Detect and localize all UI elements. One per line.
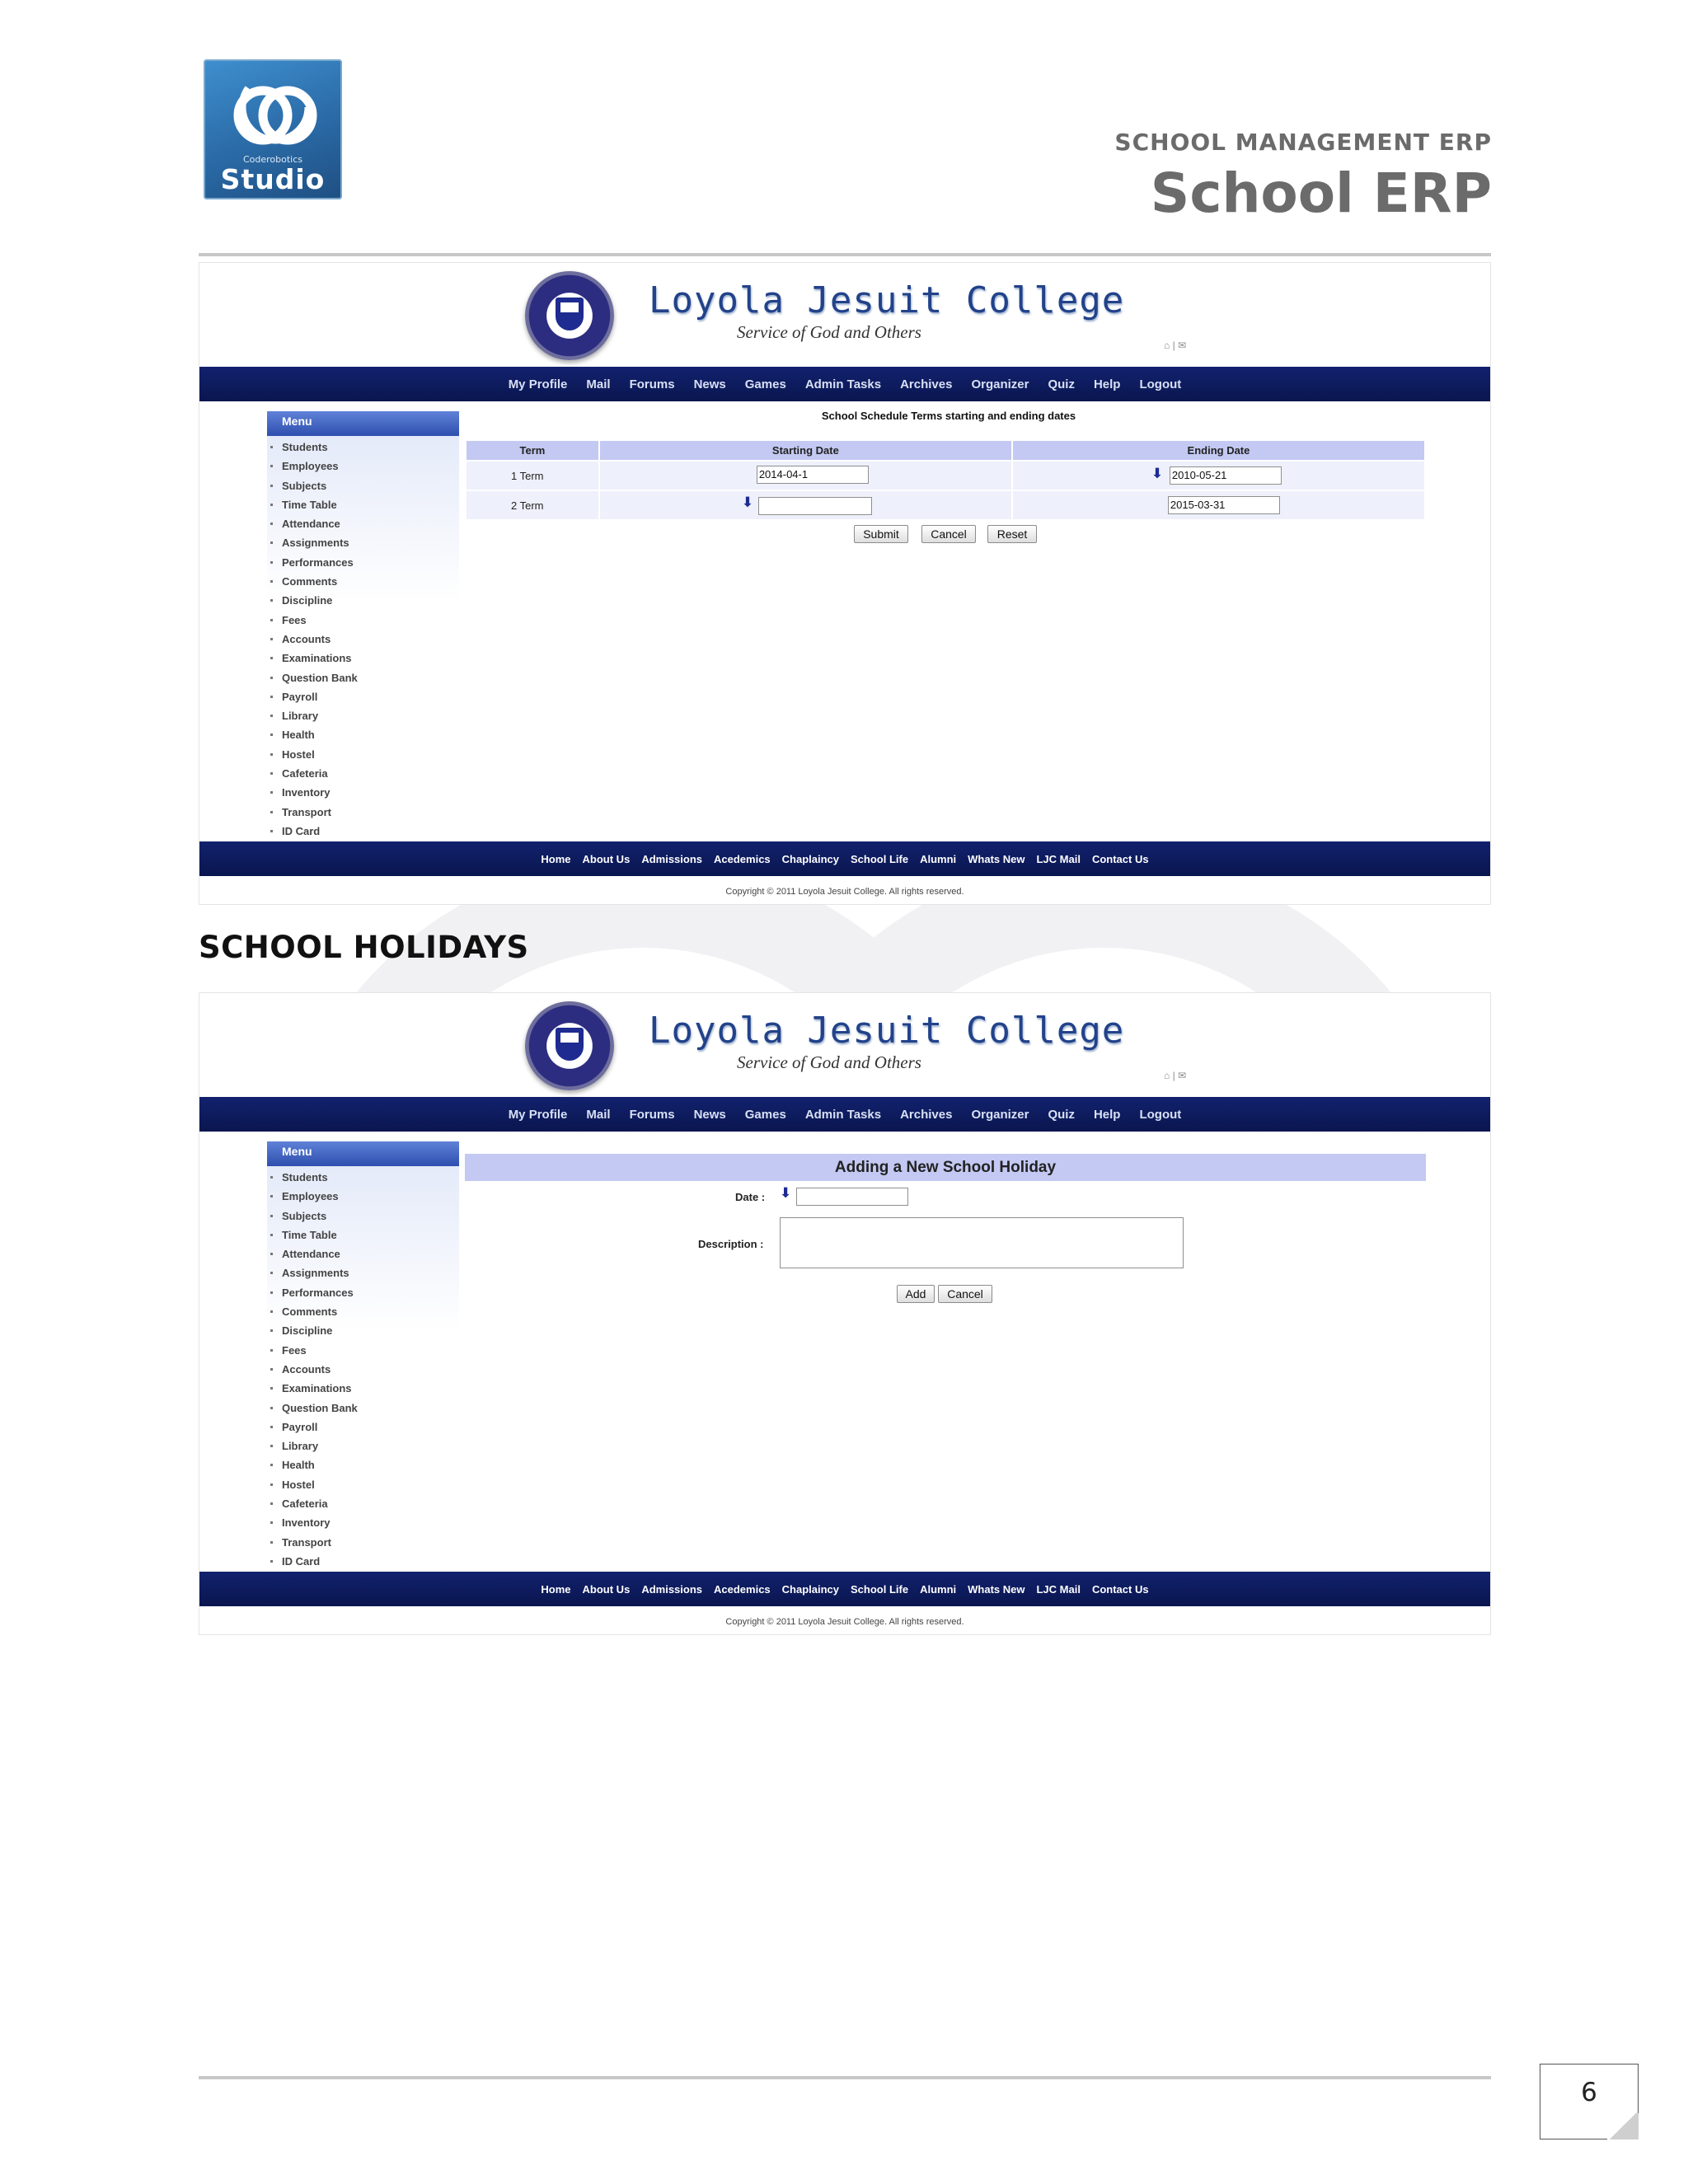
footer-chaplaincy[interactable]: Chaplaincy xyxy=(781,1582,840,1596)
footer-acedemics[interactable]: Acedemics xyxy=(714,852,771,865)
nav-archives[interactable]: Archives xyxy=(900,1107,953,1122)
menu-item-id-card[interactable]: ID Card xyxy=(267,1552,459,1571)
menu-item-assignments[interactable]: Assignments xyxy=(267,533,459,552)
college-crest-icon xyxy=(525,271,614,360)
footer-acedemics[interactable]: Acedemics xyxy=(714,1582,771,1596)
menu-item-subjects[interactable]: Subjects xyxy=(267,1207,459,1226)
menu-item-inventory[interactable]: Inventory xyxy=(267,1513,459,1532)
footer-alumni[interactable]: Alumni xyxy=(920,852,957,865)
menu-item-students[interactable]: Students xyxy=(267,438,459,457)
nav-admin-tasks[interactable]: Admin Tasks xyxy=(804,377,882,391)
nav-news[interactable]: News xyxy=(693,1107,726,1122)
menu-item-question-bank[interactable]: Question Bank xyxy=(267,1399,459,1418)
nav-quiz[interactable]: Quiz xyxy=(1048,377,1075,391)
nav-logout[interactable]: Logout xyxy=(1139,1107,1182,1122)
description-textarea[interactable] xyxy=(780,1217,1184,1268)
menu-item-employees[interactable]: Employees xyxy=(267,457,459,476)
menu-item-attendance[interactable]: Attendance xyxy=(267,514,459,533)
menu-item-library[interactable]: Library xyxy=(267,706,459,725)
footer-home[interactable]: Home xyxy=(541,1582,571,1596)
footer-chaplaincy[interactable]: Chaplaincy xyxy=(781,852,840,865)
footer-about-us[interactable]: About Us xyxy=(582,1582,631,1596)
menu-item-employees[interactable]: Employees xyxy=(267,1187,459,1206)
calendar-icon[interactable]: ⬇ xyxy=(780,1185,792,1201)
cancel-button[interactable]: Cancel xyxy=(921,525,976,543)
start-date-cell xyxy=(600,462,1011,490)
document-title: School ERP xyxy=(1150,162,1492,225)
college-name: Loyola Jesuit College xyxy=(649,279,1125,321)
nav-forums[interactable]: Forums xyxy=(629,1107,675,1122)
section-title: SCHOOL HOLIDAYS xyxy=(199,930,529,965)
description-label: Description : xyxy=(698,1238,764,1250)
top-nav xyxy=(199,367,1490,401)
studio-logo xyxy=(204,59,342,199)
footer-nav xyxy=(199,841,1490,876)
menu-item-library[interactable]: Library xyxy=(267,1436,459,1455)
nav-games[interactable]: Games xyxy=(744,1107,786,1122)
nav-quiz[interactable]: Quiz xyxy=(1048,1107,1075,1122)
menu-item-attendance[interactable]: Attendance xyxy=(267,1244,459,1263)
page-curl-icon xyxy=(1607,2113,1639,2139)
logo-caption: Coderobotics xyxy=(242,154,303,165)
page-number-box xyxy=(1540,2064,1639,2139)
footer-contact-us[interactable]: Contact Us xyxy=(1091,852,1149,865)
menu-header: Menu xyxy=(267,411,459,436)
nav-forums[interactable]: Forums xyxy=(629,377,675,391)
nav-mail[interactable]: Mail xyxy=(586,377,611,391)
start-date-input[interactable] xyxy=(758,497,872,515)
footer-whats-new[interactable]: Whats New xyxy=(968,1582,1025,1596)
menu-item-time-table[interactable]: Time Table xyxy=(267,1226,459,1244)
footer-school-life[interactable]: School Life xyxy=(851,852,909,865)
calendar-icon[interactable]: ⬇ xyxy=(1151,466,1164,481)
menu-item-performances[interactable]: Performances xyxy=(267,553,459,572)
footer-contact-us[interactable]: Contact Us xyxy=(1091,1582,1149,1596)
menu-clip xyxy=(199,1168,480,1568)
menu-item-accounts[interactable]: Accounts xyxy=(267,630,459,649)
nav-organizer[interactable]: Organizer xyxy=(971,1107,1029,1122)
nav-my-profile[interactable]: My Profile xyxy=(508,377,568,391)
calendar-icon[interactable]: ⬇ xyxy=(741,494,754,510)
column-starting-date: Starting Date xyxy=(600,441,1011,460)
footer-about-us[interactable]: About Us xyxy=(582,852,631,865)
footer-admissions[interactable]: Admissions xyxy=(641,1582,702,1596)
footer-rule xyxy=(199,2076,1491,2079)
top-nav xyxy=(199,1097,1490,1132)
menu-item-payroll[interactable]: Payroll xyxy=(267,687,459,706)
nav-mail[interactable]: Mail xyxy=(586,1107,611,1122)
menu-item-examinations[interactable]: Examinations xyxy=(267,1379,459,1398)
start-date-cell xyxy=(600,491,1011,519)
menu-item-comments[interactable]: Comments xyxy=(267,1302,459,1321)
footer-whats-new[interactable]: Whats New xyxy=(968,852,1025,865)
menu-item-cafeteria[interactable]: Cafeteria xyxy=(267,764,459,783)
menu-clip xyxy=(199,438,480,837)
menu-item-transport[interactable]: Transport xyxy=(267,803,459,822)
menu-item-discipline[interactable]: Discipline xyxy=(267,1321,459,1340)
nav-games[interactable]: Games xyxy=(744,377,786,391)
menu-item-id-card[interactable]: ID Card xyxy=(267,822,459,841)
menu-item-health[interactable]: Health xyxy=(267,725,459,744)
footer-ljc-mail[interactable]: LJC Mail xyxy=(1036,852,1081,865)
menu-item-time-table[interactable]: Time Table xyxy=(267,495,459,514)
column-term: Term xyxy=(467,441,598,460)
date-input[interactable] xyxy=(796,1188,908,1206)
table-row xyxy=(467,491,1424,519)
footer-school-life[interactable]: School Life xyxy=(851,1582,909,1596)
menu-item-fees[interactable]: Fees xyxy=(267,1341,459,1360)
menu-item-cafeteria[interactable]: Cafeteria xyxy=(267,1494,459,1513)
college-name: Loyola Jesuit College xyxy=(649,1010,1125,1052)
term-cell: 2 Term xyxy=(467,491,598,519)
college-header xyxy=(199,263,1490,365)
nav-news[interactable]: News xyxy=(693,377,726,391)
menu-item-transport[interactable]: Transport xyxy=(267,1533,459,1552)
menu-item-hostel[interactable]: Hostel xyxy=(267,1475,459,1494)
menu-item-inventory[interactable]: Inventory xyxy=(267,783,459,802)
schedule-caption: School Schedule Terms starting and ending dates xyxy=(821,410,1076,422)
logo-name: Studio xyxy=(220,163,326,195)
menu-item-students[interactable]: Students xyxy=(267,1168,459,1187)
submit-button[interactable]: Submit xyxy=(854,525,908,543)
footer-ljc-mail[interactable]: LJC Mail xyxy=(1036,1582,1081,1596)
footer-admissions[interactable]: Admissions xyxy=(641,852,702,865)
footer-alumni[interactable]: Alumni xyxy=(920,1582,957,1596)
menu-item-health[interactable]: Health xyxy=(267,1455,459,1474)
header-rule xyxy=(199,253,1491,256)
copyright: Copyright © 2011 Loyola Jesuit College. All rights reserved. xyxy=(725,1617,964,1627)
nav-archives[interactable]: Archives xyxy=(900,377,953,391)
nav-logout[interactable]: Logout xyxy=(1139,377,1182,391)
nav-help[interactable]: Help xyxy=(1093,1107,1121,1122)
date-label: Date : xyxy=(735,1191,766,1203)
menu-item-payroll[interactable]: Payroll xyxy=(267,1418,459,1436)
schedule-terms-screenshot xyxy=(199,262,1491,905)
copyright: Copyright © 2011 Loyola Jesuit College. All rights reserved. xyxy=(725,887,964,897)
sidebar-menu xyxy=(267,1168,459,1571)
home-mail-icons[interactable]: ⌂ | ✉ xyxy=(1164,1070,1187,1081)
menu-header: Menu xyxy=(267,1141,459,1166)
menu-item-performances[interactable]: Performances xyxy=(267,1283,459,1302)
home-mail-icons[interactable]: ⌂ | ✉ xyxy=(1164,340,1187,351)
college-motto: Service of God and Others xyxy=(737,1052,921,1072)
menu-item-discipline[interactable]: Discipline xyxy=(267,591,459,610)
end-date-cell xyxy=(1013,462,1424,490)
page-number: 6 xyxy=(1581,2078,1597,2107)
reset-button[interactable]: Reset xyxy=(987,525,1037,543)
cancel-button[interactable]: Cancel xyxy=(938,1285,992,1303)
table-row xyxy=(467,462,1424,490)
start-date-input[interactable]: 2014-04-1 xyxy=(757,466,869,484)
menu-item-fees[interactable]: Fees xyxy=(267,611,459,630)
add-button[interactable]: Add xyxy=(897,1285,935,1303)
menu-item-assignments[interactable]: Assignments xyxy=(267,1263,459,1282)
sidebar-menu xyxy=(267,438,459,841)
college-motto: Service of God and Others xyxy=(737,322,921,342)
end-date-input[interactable]: 2015-03-31 xyxy=(1168,496,1280,514)
nav-organizer[interactable]: Organizer xyxy=(971,377,1029,391)
nav-my-profile[interactable]: My Profile xyxy=(508,1107,568,1122)
end-date-input[interactable]: 2010-05-21 xyxy=(1170,466,1282,485)
end-date-cell xyxy=(1013,491,1424,519)
menu-item-hostel[interactable]: Hostel xyxy=(267,745,459,764)
nav-help[interactable]: Help xyxy=(1093,377,1121,391)
menu-item-subjects[interactable]: Subjects xyxy=(267,476,459,495)
holiday-form-heading: Adding a New School Holiday xyxy=(465,1154,1426,1181)
menu-item-question-bank[interactable]: Question Bank xyxy=(267,668,459,687)
column-ending-date: Ending Date xyxy=(1013,441,1424,460)
menu-item-examinations[interactable]: Examinations xyxy=(267,649,459,668)
term-cell: 1 Term xyxy=(467,462,598,490)
footer-nav xyxy=(199,1572,1490,1606)
college-crest-icon xyxy=(525,1001,614,1090)
schedule-table xyxy=(465,439,1426,521)
menu-item-comments[interactable]: Comments xyxy=(267,572,459,591)
menu-item-accounts[interactable]: Accounts xyxy=(267,1360,459,1379)
document-kicker: SCHOOL MANAGEMENT ERP xyxy=(1114,129,1492,156)
footer-home[interactable]: Home xyxy=(541,852,571,865)
college-header xyxy=(199,993,1490,1095)
nav-admin-tasks[interactable]: Admin Tasks xyxy=(804,1107,882,1122)
school-holiday-screenshot xyxy=(199,992,1491,1635)
